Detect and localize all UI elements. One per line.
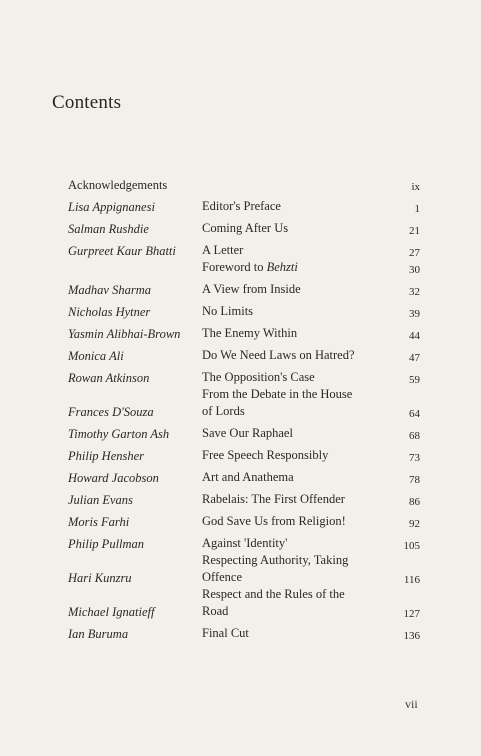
toc-essay-title: [202, 369, 390, 386]
toc-page-number: 44: [409, 330, 420, 342]
toc-page-number: 32: [409, 286, 420, 298]
toc-author: Frances D'Souza: [68, 405, 154, 419]
toc-author: Timothy Garton Ash: [68, 427, 170, 441]
toc-row: [68, 237, 420, 259]
toc-author: Michael Ignatieff: [68, 605, 155, 619]
toc-page-number: 1: [414, 203, 420, 215]
toc-essay-title: [202, 242, 390, 259]
toc-row: [68, 552, 420, 586]
toc-essay-title: [202, 425, 390, 442]
toc-author: Ian Buruma: [68, 627, 129, 641]
toc-essay-title-line: The Enemy Within: [202, 326, 298, 340]
toc-essay-title-line: Against 'Identity': [202, 536, 288, 550]
page-folio: vii: [405, 697, 418, 711]
toc-essay-title-line: Free Speech Responsibly: [202, 448, 329, 462]
toc-page-number: 21: [409, 225, 420, 237]
toc-essay-title: [202, 198, 390, 215]
toc-row: [68, 386, 420, 420]
toc-essay-title: [202, 347, 390, 364]
toc-essay-title: [202, 535, 390, 552]
page-title: Contents: [52, 92, 122, 113]
toc-essay-title-line: Coming After Us: [202, 221, 289, 235]
toc-row: [68, 420, 420, 442]
toc-essay-title: [202, 491, 390, 508]
toc-row: [68, 364, 420, 386]
toc-essay-title: [202, 281, 390, 298]
toc-page-number: ix: [411, 181, 420, 193]
toc-page-number: 47: [409, 352, 420, 364]
toc-page-number: 127: [403, 608, 420, 620]
table-of-contents: [68, 171, 420, 642]
toc-row: [68, 586, 420, 620]
toc-author: Lisa Appignanesi: [68, 200, 155, 214]
toc-essay-title-line: God Save Us from Religion!: [202, 514, 346, 528]
toc-author: Moris Farhi: [68, 515, 130, 529]
toc-author: Madhav Sharma: [68, 283, 151, 297]
toc-essay-title: [202, 303, 390, 320]
toc-page-number: 73: [409, 452, 420, 464]
toc-essay-title-line: The Opposition's Case: [202, 370, 315, 384]
toc-author: Gurpreet Kaur Bhatti: [68, 244, 176, 258]
toc-acknowledgements-label: Acknowledgements: [68, 178, 168, 192]
toc-essay-title-line: Road: [202, 604, 229, 618]
toc-page-number: 27: [409, 247, 420, 259]
toc-essay-title: [202, 259, 390, 276]
toc-row: [68, 342, 420, 364]
toc-essay-title-line: Art and Anathema: [202, 470, 294, 484]
toc-row-acknowledgements: [68, 171, 420, 193]
toc-row: [68, 298, 420, 320]
toc-essay-title-line: Rabelais: The First Offender: [202, 492, 345, 506]
toc-essay-title-line: From the Debate in the House: [202, 387, 353, 401]
toc-author: Hari Kunzru: [68, 571, 132, 585]
toc-author: Salman Rushdie: [68, 222, 149, 236]
toc-essay-title-line: Final Cut: [202, 626, 249, 640]
toc-essay-title-line: Offence: [202, 570, 243, 584]
toc-author: Howard Jacobson: [68, 471, 159, 485]
toc-author: Julian Evans: [68, 493, 133, 507]
toc-row: [68, 464, 420, 486]
toc-author: Rowan Atkinson: [68, 371, 150, 385]
toc-page-number: 105: [403, 540, 420, 552]
toc-essay-title-line: Save Our Raphael: [202, 426, 293, 440]
toc-row: [68, 215, 420, 237]
toc-essay-title-line: A Letter: [202, 243, 244, 257]
toc-essay-title-line: Editor's Preface: [202, 199, 281, 213]
toc-page-number: 39: [409, 308, 420, 320]
toc-essay-title: [202, 386, 390, 420]
toc-essay-title-line: Respect and the Rules of the: [202, 587, 345, 601]
toc-essay-title: [202, 513, 390, 530]
toc-essay-title: [202, 469, 390, 486]
toc-row: [68, 276, 420, 298]
toc-author: Yasmin Alibhai-Brown: [68, 327, 181, 341]
toc-essay-title: [202, 625, 390, 642]
toc-author: Philip Hensher: [68, 449, 145, 463]
toc-essay-title-line: Respecting Authority, Taking: [202, 553, 349, 567]
toc-page-number: 136: [403, 630, 420, 642]
toc-row: [68, 193, 420, 215]
toc-page-number: 59: [409, 374, 420, 386]
toc-page-number: 30: [409, 264, 420, 276]
toc-page-number: 86: [409, 496, 420, 508]
toc-row: [68, 486, 420, 508]
toc-author: Philip Pullman: [68, 537, 145, 551]
toc-row: [68, 508, 420, 530]
toc-essay-title: [202, 325, 390, 342]
toc-page-number: 64: [409, 408, 420, 420]
toc-essay-title: [202, 552, 390, 586]
toc-essay-title: [202, 220, 390, 237]
toc-page-number: 92: [409, 518, 420, 530]
toc-essay-title-line: Foreword to Behzti: [202, 260, 298, 274]
toc-author: Nicholas Hytner: [68, 305, 151, 319]
toc-author: Monica Ali: [68, 349, 124, 363]
toc-essay-title-line: Do We Need Laws on Hatred?: [202, 348, 355, 362]
toc-page-number: 116: [403, 574, 420, 586]
toc-essay-title-line: No Limits: [202, 304, 254, 318]
toc-row: [68, 259, 420, 276]
toc-essay-title-line: A View from Inside: [202, 282, 301, 296]
toc-row: [68, 530, 420, 552]
toc-page-number: 68: [409, 430, 420, 442]
toc-page-number: 78: [409, 474, 420, 486]
toc-essay-title: [202, 447, 390, 464]
toc-essay-title-line: of Lords: [202, 404, 245, 418]
toc-essay-title: [202, 586, 390, 620]
toc-row: [68, 442, 420, 464]
toc-row: [68, 620, 420, 642]
toc-row: [68, 320, 420, 342]
